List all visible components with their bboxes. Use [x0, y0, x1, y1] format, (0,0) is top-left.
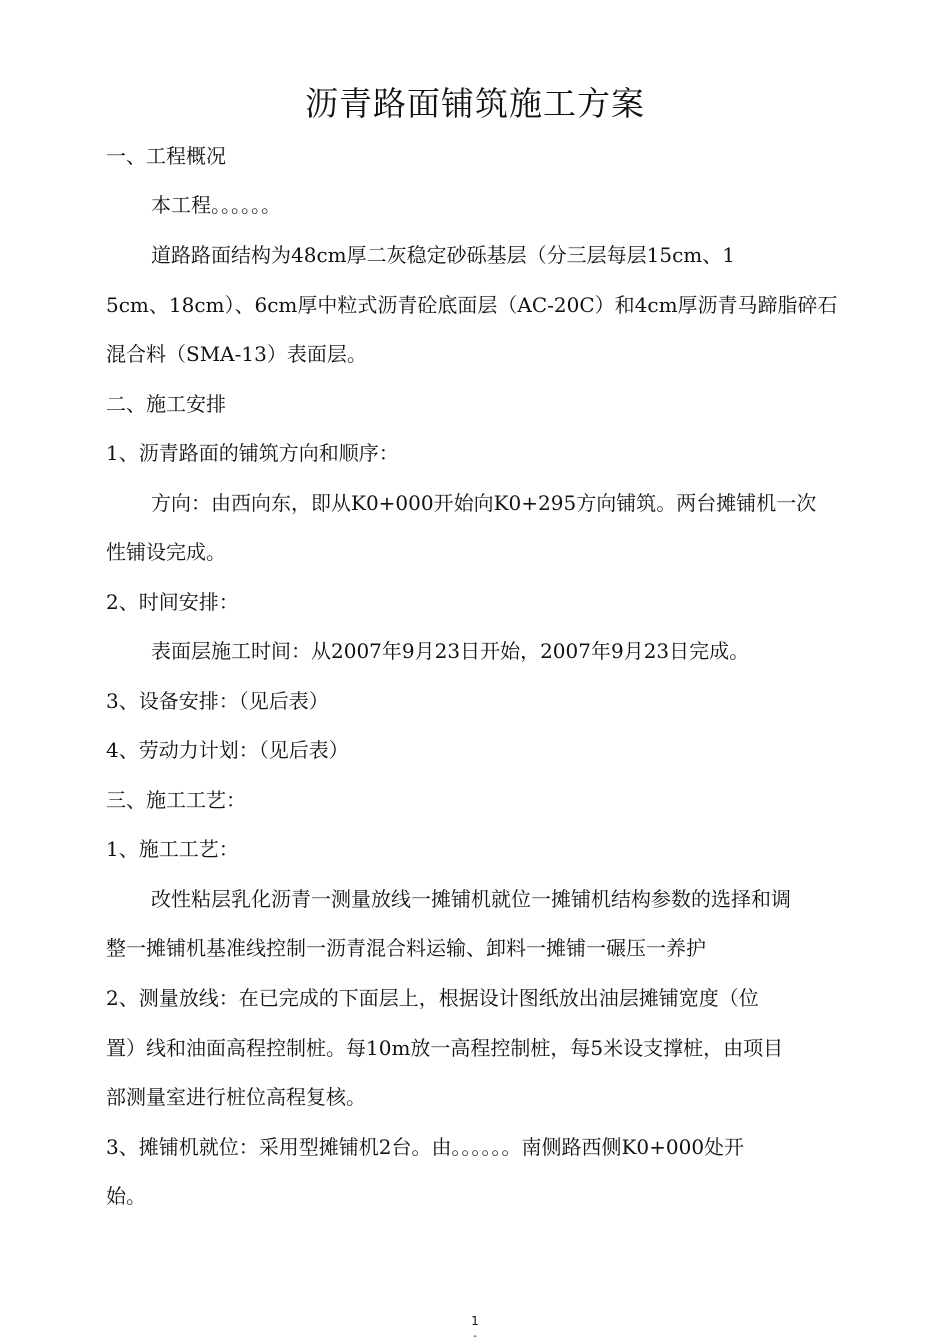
paragraph-line: 表面层施工时间：从2007年9月23日开始，2007年9月23日完成。 — [151, 639, 750, 663]
paragraph-line: 整一摊铺机基准线控制一沥青混合料运输、卸料一摊铺一碾压一养护 — [106, 936, 706, 960]
paragraph-line: 本工程。。。。。。 — [151, 193, 281, 217]
subheading-line: 1、施工工艺： — [106, 837, 239, 861]
paragraph-line: 置）线和油面高程控制桩。每10m放一高程控制桩，每5米设支撑桩，由项目 — [106, 1036, 784, 1060]
paragraph-line: 始。 — [106, 1184, 146, 1208]
paragraph-line: 2、测量放线：在已完成的下面层上，根据设计图纸放出油层摊铺宽度（位 — [106, 986, 759, 1010]
subheading-line: 2、时间安排： — [106, 590, 239, 614]
document-title: 沥青路面铺筑施工方案 — [305, 84, 645, 123]
section-heading-process: 三、施工工艺： — [106, 788, 246, 812]
paragraph-line: 改性粘层乳化沥青一测量放线一摊铺机就位一摊铺机结构参数的选择和调 — [151, 887, 791, 911]
paragraph-line: 道路路面结构为48cm厚二灰稳定砂砾基层（分三层每层15cm、1 — [151, 243, 735, 267]
paragraph-line: 3、摊铺机就位：采用型摊铺机2台。由。。。。。。南侧路西侧K0+000处开 — [106, 1135, 745, 1159]
section-heading-arrangement: 二、施工安排 — [106, 392, 226, 416]
subheading-line: 3、设备安排：（见后表） — [106, 689, 329, 713]
paragraph-line: 方向：由西向东，即从K0+000开始向K0+295方向铺筑。两台摊铺机一次 — [151, 491, 817, 515]
subheading-line: 1、沥青路面的铺筑方向和顺序： — [106, 441, 399, 465]
page-number: 1 — [471, 1314, 479, 1328]
paragraph-line: 部测量室进行桩位高程复核。 — [106, 1085, 366, 1109]
subheading-line: 4、劳动力计划：（见后表） — [106, 738, 349, 762]
paragraph-line: 5cm、18cm）、6cm厚中粒式沥青砼底面层（AC-20C）和4cm厚沥青马蹄脂碎石 — [106, 293, 838, 317]
page-number-mark: - — [473, 1331, 477, 1342]
paragraph-line: 性铺设完成。 — [106, 540, 226, 564]
paragraph-line: 混合料（SMA-13）表面层。 — [106, 342, 367, 366]
section-heading-overview: 一、工程概况 — [106, 144, 226, 168]
